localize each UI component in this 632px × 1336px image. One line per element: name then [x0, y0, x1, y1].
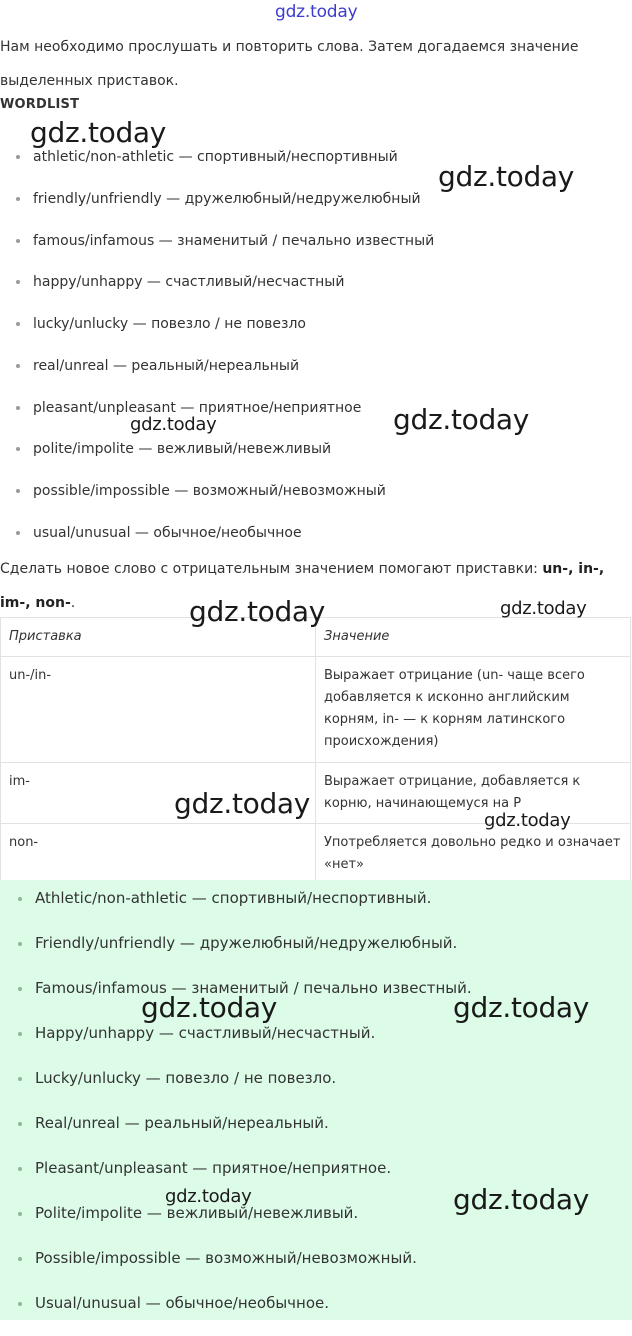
bullet-icon — [16, 197, 20, 201]
table-row — [1, 657, 631, 763]
table-cell-meaning: Выражает отрицание, добавляется к корню, начинающемуся на P — [316, 763, 631, 824]
bullet-icon — [16, 364, 20, 368]
watermark: gdz.today — [165, 1186, 252, 1207]
answer-item-text: Athletic/non-athletic — спортивный/неспортивный. — [35, 889, 432, 907]
watermark: gdz.today — [438, 160, 575, 193]
answer-list — [0, 886, 632, 1336]
answer-item — [0, 1066, 632, 1111]
watermark: gdz.today — [130, 414, 217, 435]
list-item — [0, 312, 628, 354]
bullet-icon — [16, 239, 20, 243]
list-item-text: polite/impolite — вежливый/невежливый — [33, 441, 332, 458]
bullet-icon — [16, 406, 20, 410]
bullet-icon — [16, 155, 20, 159]
answer-item-text: Usual/unusual — обычное/необычное. — [35, 1294, 330, 1312]
list-item-text: possible/impossible — возможный/невозможный — [33, 483, 386, 499]
answer-item-text: Pleasant/unpleasant — приятное/неприятное. — [35, 1159, 392, 1177]
bullet-icon — [16, 531, 20, 535]
bullet-icon — [18, 897, 22, 901]
prefix-note-text: Сделать новое слово с отрицательным значением помогают приставки: — [0, 561, 543, 577]
table-header-meaning: Значение — [316, 618, 631, 657]
list-item-text: pleasant/unpleasant — приятное/неприятное — [33, 399, 362, 416]
list-item — [0, 270, 628, 312]
bullet-icon — [16, 447, 20, 451]
list-item — [0, 354, 628, 396]
prefix-list: un-, in-, im-, non- — [0, 561, 605, 611]
watermark: gdz.today — [500, 598, 587, 619]
intro-text: Нам необходимо прослушать и повторить слова. Затем догадаемся значение выделенных приставок. — [0, 39, 579, 89]
list-item-text: athletic/non-athletic — спортивный/неспортивный — [33, 149, 398, 165]
answer-item-text: Friendly/unfriendly — дружелюбный/недружелюбный. — [35, 934, 458, 952]
list-item-text: usual/unusual — обычное/необычное — [33, 524, 302, 541]
prefix-note-end: . — [70, 595, 76, 611]
watermark: gdz.today — [141, 991, 278, 1024]
list-item-text: friendly/unfriendly — дружелюбный/недружелюбный — [33, 190, 421, 207]
table-cell-meaning: Употребляется довольно редко и означает «нет» — [316, 824, 631, 885]
table-cell-prefix: un-/in- — [1, 657, 316, 763]
list-item-text: famous/infamous — знаменитый / печально известный — [33, 232, 435, 249]
wordlist-heading: WORDLIST — [0, 97, 80, 112]
list-item-text: happy/unhappy — счастливый/несчастный — [33, 274, 345, 291]
watermark: gdz.today — [484, 810, 571, 831]
bullet-icon — [18, 942, 22, 946]
bullet-icon — [18, 1122, 22, 1126]
bullet-icon — [16, 322, 20, 326]
bullet-icon — [18, 1077, 22, 1081]
answer-item-text: Real/unreal — реальный/нереальный. — [35, 1114, 329, 1132]
answer-item-text: Famous/infamous — знаменитый / печально известный. — [35, 979, 472, 997]
bullet-icon — [16, 280, 20, 284]
table-cell-prefix: non- — [1, 824, 316, 885]
bullet-icon — [18, 1302, 22, 1306]
answer-block — [0, 880, 632, 1320]
watermark: gdz.today — [174, 787, 311, 820]
watermark: gdz.today — [393, 403, 530, 436]
list-item-text: lucky/unlucky — повезло / не повезло — [33, 316, 306, 332]
watermark: gdz.today — [30, 116, 167, 149]
bullet-icon — [18, 1167, 22, 1171]
bullet-icon — [16, 489, 20, 493]
table-cell-meaning: Выражает отрицание (un- чаще всего добавляется к исконно английским корням, in- — к корням латинского происхождения) — [316, 657, 631, 763]
site-logo[interactable]: gdz.today — [275, 2, 358, 22]
list-item — [0, 437, 628, 479]
list-item — [0, 187, 628, 229]
list-item — [0, 229, 628, 271]
bullet-icon — [18, 1257, 22, 1261]
watermark: gdz.today — [453, 991, 590, 1024]
answer-item-text: Possible/impossible — возможный/невозможный. — [35, 1249, 417, 1267]
wordlist — [0, 145, 628, 563]
answer-item-text: Lucky/unlucky — повезло / не повезло. — [35, 1069, 337, 1087]
watermark: gdz.today — [453, 1183, 590, 1216]
list-item-text: real/unreal — реальный/нереальный — [33, 357, 300, 374]
answer-item — [0, 1021, 632, 1066]
table-cell-prefix: im- — [1, 763, 316, 824]
bullet-icon — [18, 1212, 22, 1216]
answer-item — [0, 931, 632, 976]
answer-item-text: Polite/impolite — вежливый/невежливый. — [35, 1204, 359, 1222]
table-row — [1, 824, 631, 885]
answer-item — [0, 1111, 632, 1156]
answer-item — [0, 1291, 632, 1336]
table-header-prefix: Приставка — [1, 618, 316, 657]
list-item — [0, 396, 628, 438]
watermark: gdz.today — [189, 595, 326, 628]
answer-item — [0, 886, 632, 931]
prefix-table — [0, 617, 631, 885]
bullet-icon — [18, 1032, 22, 1036]
bullet-icon — [18, 987, 22, 991]
answer-item — [0, 1246, 632, 1291]
answer-item-text: Happy/unhappy — счастливый/несчастный. — [35, 1024, 376, 1042]
list-item — [0, 479, 628, 521]
